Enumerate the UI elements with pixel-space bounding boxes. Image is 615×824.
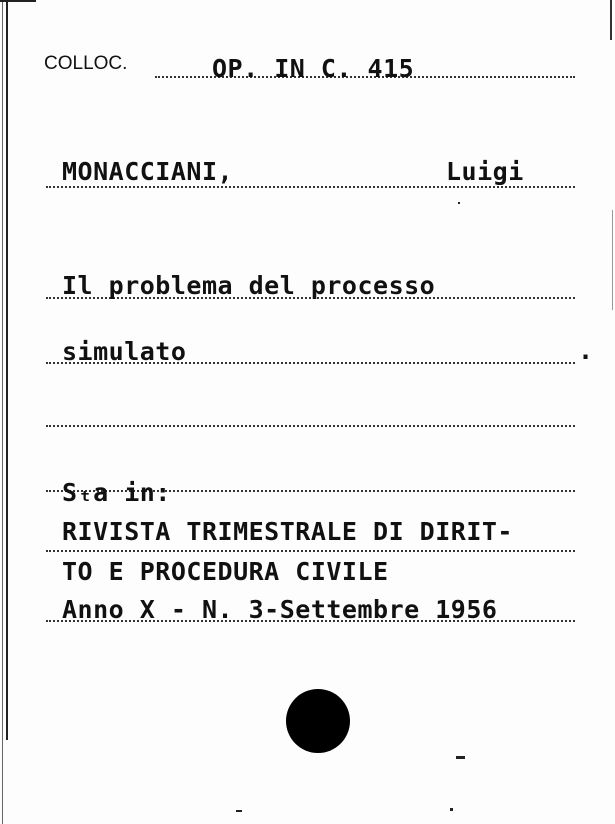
card-edge-right-lower	[612, 210, 613, 310]
source-label: Sₜa in:	[62, 478, 171, 507]
source-line-3: Anno X - N. 3-Settembre 1956	[62, 595, 498, 624]
title-end-mark: .	[578, 336, 594, 365]
speck	[450, 808, 453, 811]
card-edge-right	[610, 0, 612, 40]
title-line-2: simulato	[62, 337, 187, 366]
card-edge-left	[6, 0, 8, 740]
collocation-value: OP. IN C. 415	[212, 54, 415, 83]
source-line-1: RIVISTA TRIMESTRALE DI DIRIT-	[62, 517, 513, 546]
speck	[236, 810, 242, 812]
collocation-label: COLLOC.	[44, 53, 128, 74]
speck	[456, 756, 465, 759]
blank-rule	[46, 425, 575, 427]
author-name: Luigi	[446, 157, 524, 186]
author-surname: MONACCIANI,	[62, 157, 234, 186]
source-line-2: TO E PROCEDURA CIVILE	[62, 557, 389, 586]
source-rule-2	[46, 550, 575, 552]
punch-hole	[286, 689, 350, 753]
title-line-1: Il problema del processo	[62, 271, 436, 300]
speck	[458, 202, 460, 204]
card-edge-top	[0, 0, 36, 2]
card-edge-left-outer	[2, 0, 3, 824]
author-rule	[46, 186, 575, 188]
